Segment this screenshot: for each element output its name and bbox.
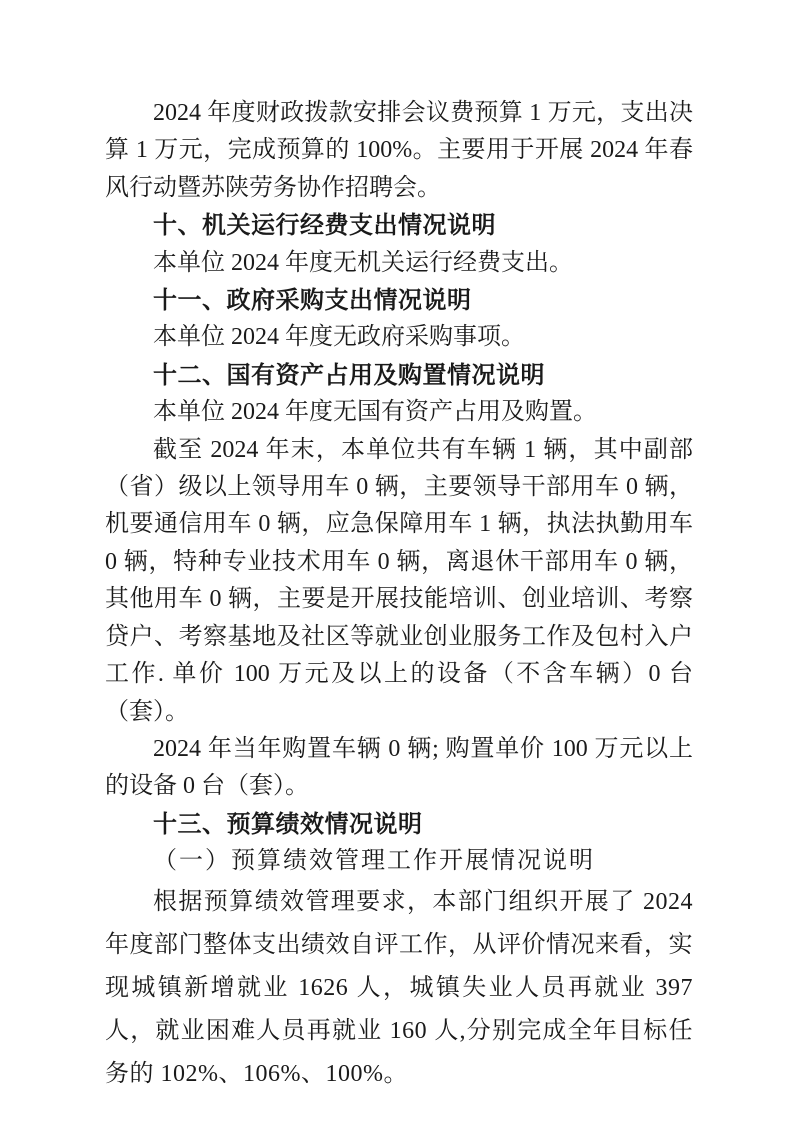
subheading-performance-management: （一）预算绩效管理工作开展情况说明 bbox=[153, 848, 595, 875]
para-no-gov-procurement: 本单位 2024 年度无政府采购事项。 bbox=[153, 324, 525, 351]
heading-section-12-state-assets: 十二、国有资产占用及购置情况说明 bbox=[153, 361, 545, 389]
heading-section-10-operating-expense: 十、机关运行经费支出情况说明 bbox=[153, 212, 496, 240]
para-meeting-fee-budget: 2024 年度财政拨款安排会议费预算 1 万元，支出决算 1 万元，完成预算的 100%。主要用于开展 2024 年春风行动暨苏陕劳务协作招聘会。 bbox=[105, 100, 693, 201]
para-performance-self-evaluation: 根据预算绩效管理要求，本部门组织开展了 2024 年度部门整体支出绩效自评工作，从评价情况来看，实现城镇新增就业 1626 人，城镇失业人员再就业 397 人，就业困难人员再就业 160 人,分别完成全年目标任务的 102%、106%、100%。 bbox=[105, 888, 693, 1087]
para-no-state-assets: 本单位 2024 年度无国有资产占用及购置。 bbox=[153, 399, 597, 426]
heading-section-11-gov-procurement: 十一、政府采购支出情况说明 bbox=[153, 287, 472, 315]
para-vehicle-purchase-2024: 2024 年当年购置车辆 0 辆; 购置单价 100 万元以上的设备 0 台（套）。 bbox=[105, 735, 693, 800]
para-vehicle-inventory-details: 截至 2024 年末，本单位共有车辆 1 辆，其中副部（省）级以上领导用车 0 辆，主要领导干部用车 0 辆，机要通信用车 0 辆，应急保障用车 1 辆，执法执勤用车 0 辆，特种专业技术用车 0 辆，离退休干部用车 0 辆，其他用车 0 辆，主要是开展技能培训、创业培训、考察贷户、考察基地及社区等就业创业服务工作及包村入户工作. 单价 100 万元及以上的设备（不含车辆）0 台（套）。 bbox=[105, 436, 693, 725]
para-no-operating-expense: 本单位 2024 年度无机关运行经费支出。 bbox=[153, 249, 573, 276]
heading-section-13-budget-performance: 十三、预算绩效情况说明 bbox=[153, 810, 423, 838]
